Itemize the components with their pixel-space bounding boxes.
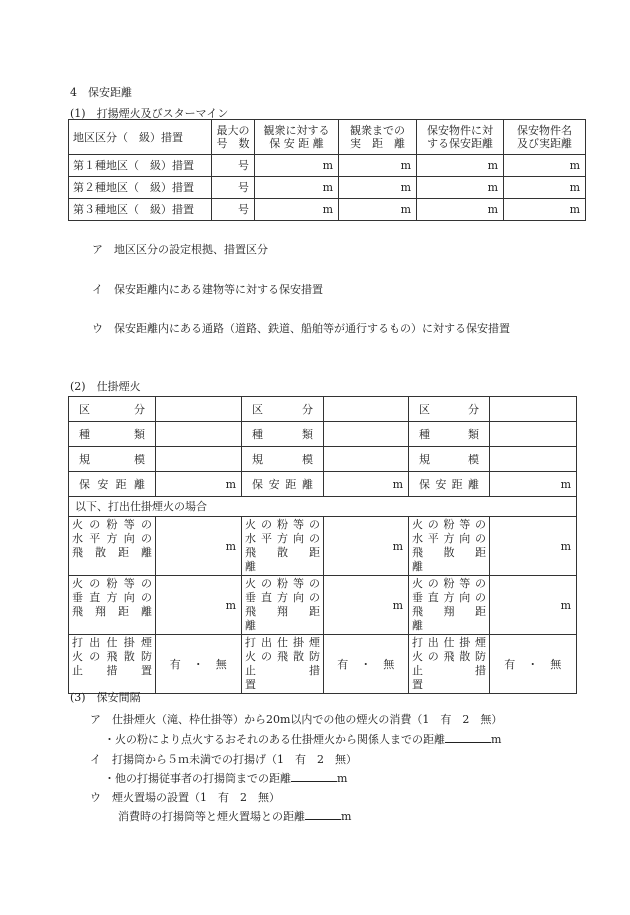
row-spectator-actual[interactable]: m — [339, 199, 417, 221]
value-horizontal-scatter[interactable]: m — [156, 517, 242, 576]
row-safety-distance — [69, 472, 577, 497]
interval-u-detail: 消費時の打揚筒等と煙火置場との距離 m — [118, 810, 352, 823]
label-category: 区 分 — [409, 397, 490, 422]
row-spectator-distance[interactable]: m — [255, 199, 339, 221]
row-spectator-actual[interactable]: m — [339, 155, 417, 177]
value-scale[interactable] — [490, 447, 577, 472]
row-property-name[interactable]: m — [504, 177, 586, 199]
label-type: 種 類 — [409, 422, 490, 447]
row-scale — [69, 447, 577, 472]
label-scatter-prevention: 打 出 仕 掛 煙 火 の 飛 散 防 止 措 置 — [242, 635, 324, 694]
blank-field[interactable] — [305, 808, 341, 820]
blank-field[interactable] — [291, 770, 337, 782]
row-vertical-flight — [69, 576, 577, 635]
value-category[interactable] — [156, 397, 242, 422]
header-spectator-actual: 観衆までの 実 距 離 — [339, 120, 417, 155]
label-type: 種 類 — [69, 422, 156, 447]
row-spectator-distance[interactable]: m — [255, 155, 339, 177]
label-scale: 規 模 — [69, 447, 156, 472]
label-scale: 規 模 — [409, 447, 490, 472]
value-vertical-flight[interactable]: m — [490, 576, 577, 635]
row-number[interactable]: 号 — [212, 177, 255, 199]
fireworks-distance-table — [68, 119, 586, 221]
header-max-number: 最大の 号 数 — [212, 120, 255, 155]
value-type[interactable] — [156, 422, 242, 447]
row-number[interactable]: 号 — [212, 155, 255, 177]
value-category[interactable] — [324, 397, 409, 422]
header-property-distance: 保安物件に対 する保安距離 — [417, 120, 504, 155]
interval-u: ウ 煙火置場の設置（1 有 2 無） — [90, 791, 280, 804]
label-vertical-flight: 火 の 粉 等 の 垂 直 方 向 の 飛 翔 距 離 — [242, 576, 324, 635]
value-vertical-flight[interactable]: m — [324, 576, 409, 635]
label-safety-distance: 保 安 距 離 — [69, 472, 156, 497]
label-horizontal-scatter: 火 の 粉 等 の 水 平 方 向 の 飛 散 距 離 — [409, 517, 490, 576]
label-scatter-prevention: 打 出 仕 掛 煙 火 の 飛 散 防 止 措 置 — [409, 635, 490, 694]
value-safety-distance[interactable]: m — [490, 472, 577, 497]
value-vertical-flight[interactable]: m — [156, 576, 242, 635]
row-property-name[interactable]: m — [504, 155, 586, 177]
table-row — [69, 199, 586, 221]
value-scatter-prevention[interactable]: 有 ・ 無 — [156, 635, 242, 694]
label-category: 区 分 — [242, 397, 324, 422]
value-safety-distance[interactable]: m — [324, 472, 409, 497]
set-piece-table — [68, 396, 577, 694]
label-safety-distance: 保 安 距 離 — [242, 472, 324, 497]
value-safety-distance[interactable]: m — [156, 472, 242, 497]
label-horizontal-scatter: 火 の 粉 等 の 水 平 方 向 の 飛 散 距 離 — [69, 517, 156, 576]
header-spectator-distance: 観衆に対する 保 安 距 離 — [255, 120, 339, 155]
row-property-distance[interactable]: m — [417, 199, 504, 221]
value-type[interactable] — [490, 422, 577, 447]
value-scatter-prevention[interactable]: 有 ・ 無 — [324, 635, 409, 694]
row-type — [69, 422, 577, 447]
blank-field[interactable] — [445, 731, 491, 743]
value-category[interactable] — [490, 397, 577, 422]
row-category — [69, 397, 577, 422]
interval-i: イ 打揚筒から５ｍ未満での打揚げ（1 有 2 無） — [90, 753, 357, 766]
header-property-name: 保安物件名 及び実距離 — [504, 120, 586, 155]
value-type[interactable] — [324, 422, 409, 447]
subsection-3-title: (3) 保安間隔 — [70, 691, 141, 704]
subsection-1-title: (1) 打揚煙火及びスターマイン — [70, 107, 229, 120]
row-area: 第２種地区（ 級）措置 — [69, 177, 212, 199]
table-header-row — [69, 120, 586, 155]
note-u: ウ 保安距離内にある通路（道路、鉄道、船舶等が通行するもの）に対する保安措置 — [92, 322, 510, 335]
row-note — [69, 497, 577, 517]
row-horizontal-scatter — [69, 517, 577, 576]
note-i: イ 保安距離内にある建物等に対する保安措置 — [92, 283, 323, 296]
label-safety-distance: 保 安 距 離 — [409, 472, 490, 497]
header-area: 地区区分（ 級）措置 — [69, 120, 212, 155]
row-property-distance[interactable]: m — [417, 177, 504, 199]
subsection-2-title: (2) 仕掛煙火 — [70, 380, 141, 393]
label-horizontal-scatter: 火 の 粉 等 の 水 平 方 向 の 飛 散 距 離 — [242, 517, 324, 576]
note-a: ア 地区区分の設定根拠、措置区分 — [92, 243, 268, 256]
row-property-distance[interactable]: m — [417, 155, 504, 177]
label-category: 区 分 — [69, 397, 156, 422]
label-scatter-prevention: 打 出 仕 掛 煙 火 の 飛 散 防 止 措 置 — [69, 635, 156, 694]
row-spectator-actual[interactable]: m — [339, 177, 417, 199]
label-scale: 規 模 — [242, 447, 324, 472]
table-row — [69, 155, 586, 177]
section-title: 4 保安距離 — [70, 86, 132, 99]
interval-a: ア 仕掛煙火（滝、枠仕掛等）から20m以内での他の煙火の消費（1 有 2 無） — [90, 713, 503, 726]
row-property-name[interactable]: m — [504, 199, 586, 221]
label-vertical-flight: 火 の 粉 等 の 垂 直 方 向 の 飛 翔 距 離 — [409, 576, 490, 635]
row-spectator-distance[interactable]: m — [255, 177, 339, 199]
value-horizontal-scatter[interactable]: m — [490, 517, 577, 576]
value-scatter-prevention[interactable]: 有 ・ 無 — [490, 635, 577, 694]
row-area: 第３種地区（ 級）措置 — [69, 199, 212, 221]
interval-i-detail: ・他の打揚従事者の打揚筒までの距離 m — [104, 772, 348, 785]
row-area: 第１種地区（ 級）措置 — [69, 155, 212, 177]
label-vertical-flight: 火 の 粉 等 の 垂 直 方 向 の 飛 翔 距 離 — [69, 576, 156, 635]
row-scatter-prevention — [69, 635, 577, 694]
value-scale[interactable] — [324, 447, 409, 472]
value-scale[interactable] — [156, 447, 242, 472]
note-launched-set-piece: 以下、打出仕掛煙火の場合 — [69, 497, 577, 517]
value-horizontal-scatter[interactable]: m — [324, 517, 409, 576]
table-row — [69, 177, 586, 199]
interval-a-detail: ・火の粉により点火するおそれのある仕掛煙火から関係人までの距離 m — [104, 733, 502, 746]
row-number[interactable]: 号 — [212, 199, 255, 221]
label-type: 種 類 — [242, 422, 324, 447]
